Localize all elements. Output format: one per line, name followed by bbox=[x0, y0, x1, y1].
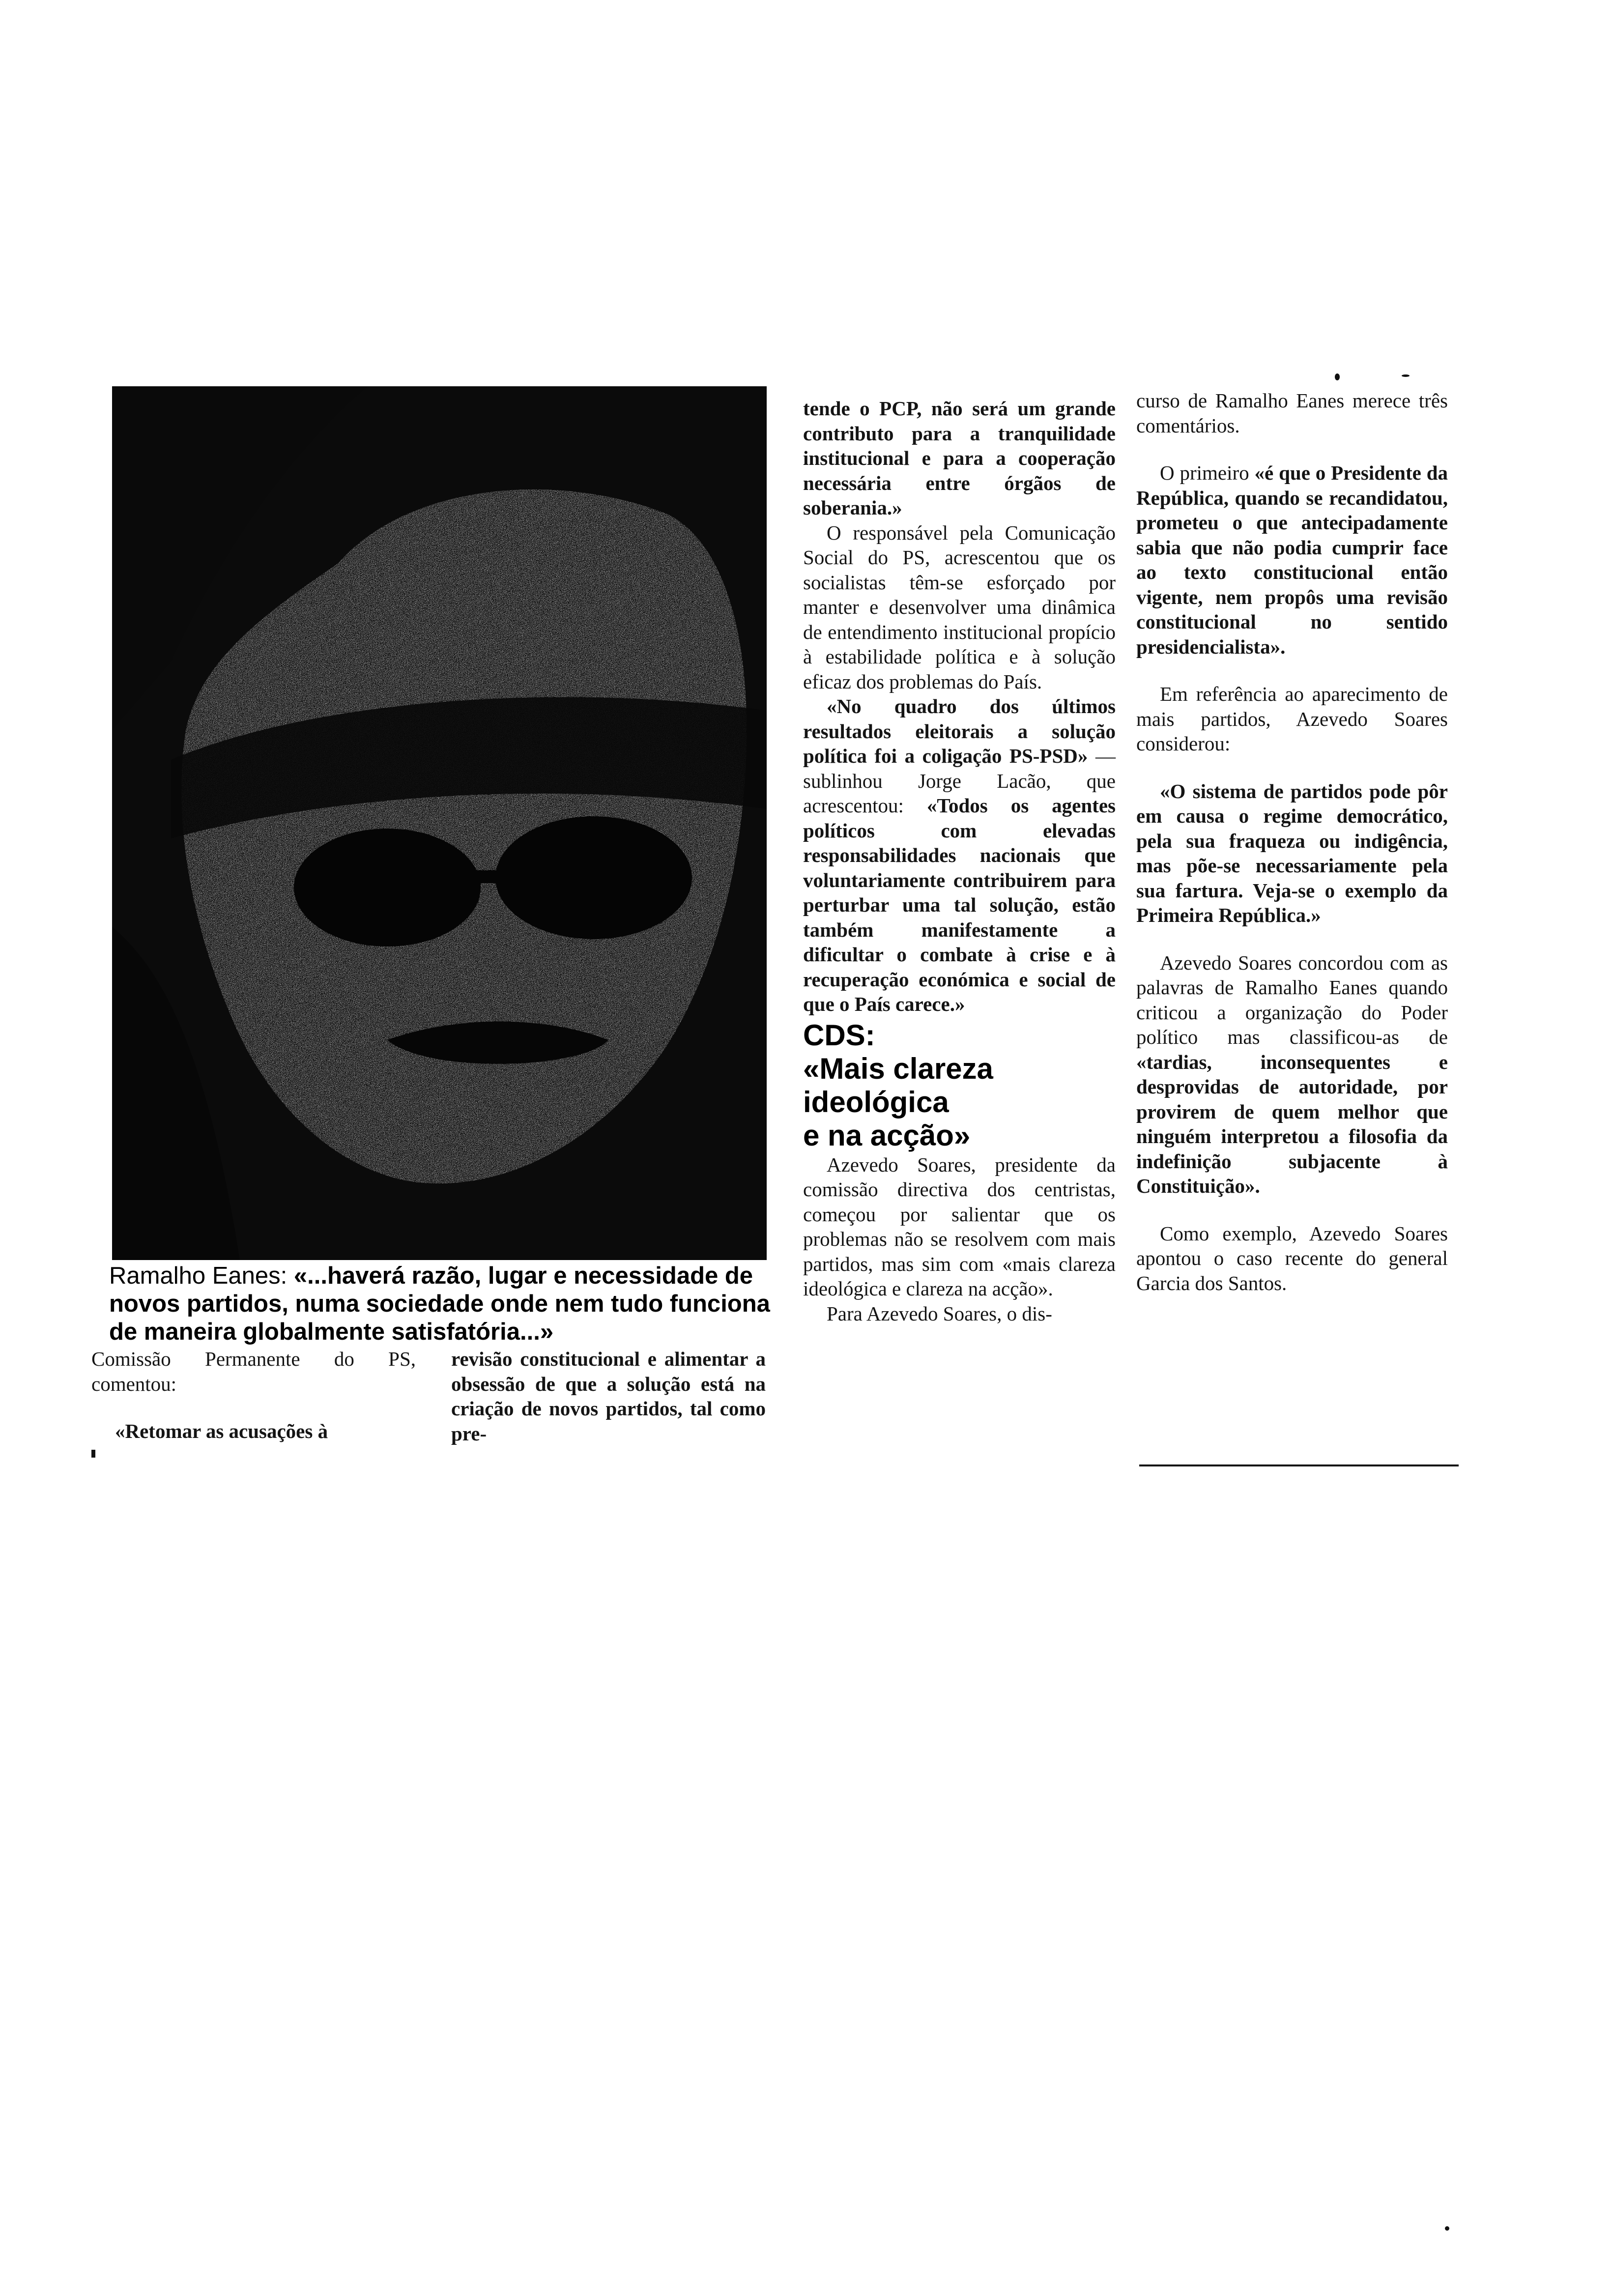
heading-line-2: «Mais clareza bbox=[803, 1052, 993, 1085]
col3-quote-b: «Todos os agentes políticos com elevadas responsabilidades nacionais que voluntariamente contribuirem para perturbar uma tal solução, estão também manifestamente a dificultar o combate à crise e à recuperação económica e social de que o País carece.» bbox=[803, 794, 1116, 1015]
article-column-2 bbox=[451, 1347, 766, 1446]
article-column-3 bbox=[803, 396, 1116, 1326]
col3-paragraph-2: O responsável pela Comunicação Social do PS, acrescentou que os socialistas têm-se esforçado por manter e desenvolver uma dinâmica de entendimento institucional propício à estabilidade política e à solução eficaz dos problemas do País. bbox=[803, 521, 1116, 693]
col4-paragraph-4: «O sistema de partidos pode pôr em causa o regime democrático, pela sua fraqueza ou indigência, mas põe-se necessariamente pela sua fartura. Veja-se o exemplo da Primeira República.» bbox=[1136, 779, 1448, 926]
photo-caption bbox=[109, 1262, 777, 1346]
caption-quote: «...haverá razão, lugar e necessidade de novos partidos, numa sociedade onde nem tudo funciona de maneira globalmente satisfatória...» bbox=[109, 1263, 770, 1345]
col2-paragraph-1: revisão constitucional e alimentar a obsessão de que a solução está na criação de novos partidos, tal como pre- bbox=[451, 1348, 766, 1445]
col1-paragraph-2: «Retomar as acusações à bbox=[115, 1420, 328, 1442]
col3-attribution: — sublinhou Jorge Lacão, que acrescentou: bbox=[803, 745, 1116, 817]
scan-speck bbox=[1445, 2226, 1449, 2231]
col4-paragraph-1: curso de Ramalho Eanes merece três comentários. bbox=[1136, 389, 1448, 437]
heading-line-3: ideológica bbox=[803, 1085, 949, 1119]
col3-paragraph-5: Para Azevedo Soares, o dis- bbox=[827, 1302, 1052, 1325]
heading-line-1: CDS: bbox=[803, 1018, 875, 1052]
col4-paragraph-5-lead: Azevedo Soares concordou com as palavras de Ramalho Eanes quando criticou a organização do Poder político mas classificou-as de bbox=[1136, 951, 1448, 1048]
col4-paragraph-6: Como exemplo, Azevedo Soares apontou o caso recente do general Garcia dos Santos. bbox=[1136, 1222, 1448, 1294]
caption-lead: Ramalho Eanes: bbox=[109, 1263, 294, 1289]
col3-paragraph-4: Azevedo Soares, presidente da comissão directiva dos centristas, começou por salientar que os problemas não se resolvem com mais partidos, mas sim com «mais clareza ideológica e clareza na acção». bbox=[803, 1153, 1116, 1300]
article-column-1 bbox=[91, 1347, 416, 1444]
cds-heading bbox=[803, 1019, 1116, 1152]
col4-paragraph-2-lead: O primeiro bbox=[1160, 461, 1255, 484]
col4-paragraph-3: Em referência ao aparecimento de mais partidos, Azevedo Soares considerou: bbox=[1136, 683, 1448, 755]
article-column-4 bbox=[1136, 388, 1448, 1295]
scan-speck bbox=[91, 1450, 95, 1458]
col1-paragraph-1: Comissão Permanente do PS, comentou: bbox=[91, 1348, 416, 1395]
col3-quote-a: «No quadro dos últimos resultados eleitorais a solução política foi a coligação PS-PSD» bbox=[803, 695, 1116, 767]
scan-speck bbox=[1335, 373, 1340, 380]
scan-speck bbox=[1402, 374, 1410, 377]
ramalho-eanes-photo bbox=[112, 386, 767, 1260]
col3-paragraph-1: tende o PCP, não será um grande contributo para a tranquilidade institucional e para a cooperação necessária entre órgãos de soberania.» bbox=[803, 397, 1116, 519]
column-end-rule bbox=[1139, 1464, 1459, 1466]
col4-paragraph-5-quote: «tardias, inconsequentes e desprovidas de autoridade, por provirem de quem melhor que ninguém interpretou a filosofia da indefinição subjacente à Constituição». bbox=[1136, 1050, 1448, 1197]
col4-paragraph-2-quote: «é que o Presidente da República, quando se recandidatou, prometeu o que antecipadamente sabia que não podia cumprir face ao texto constitucional então vigente, nem propôs uma revisão constitucional no sentido presidencialista». bbox=[1136, 461, 1448, 658]
heading-line-4: e na acção» bbox=[803, 1119, 971, 1152]
